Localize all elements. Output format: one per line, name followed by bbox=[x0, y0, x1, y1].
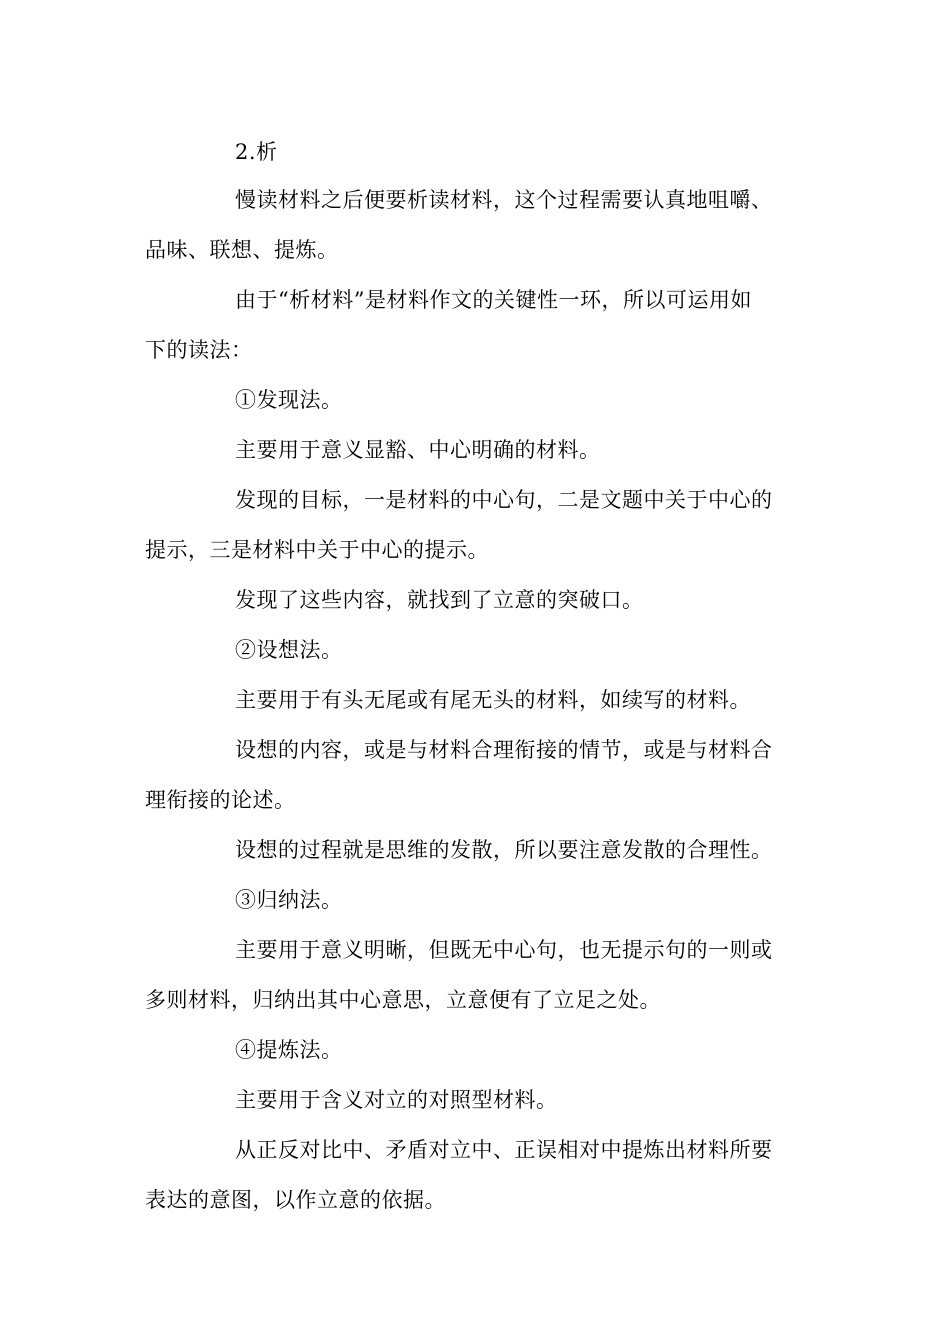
paragraph-line: 理衔接的论述。 bbox=[145, 788, 296, 812]
method-heading: ④提炼法。 bbox=[235, 1038, 343, 1062]
method-heading: ③归纳法。 bbox=[235, 888, 343, 912]
paragraph-line: 下的读法： bbox=[145, 338, 253, 362]
paragraph-line: 主要用于有头无尾或有尾无头的材料，如续写的材料。 bbox=[235, 688, 751, 712]
paragraph-line: 主要用于意义明晰，但既无中心句，也无提示句的一则或 bbox=[235, 938, 773, 962]
paragraph-line: 多则材料，归纳出其中心意思，立意便有了立足之处。 bbox=[145, 988, 661, 1012]
paragraph-line: 表达的意图，以作立意的依据。 bbox=[145, 1188, 446, 1212]
paragraph-line: 发现的目标，一是材料的中心句，二是文题中关于中心的 bbox=[235, 488, 773, 512]
paragraph-line: 主要用于意义显豁、中心明确的材料。 bbox=[235, 438, 601, 462]
paragraph-line: 发现了这些内容，就找到了立意的突破口。 bbox=[235, 588, 644, 612]
paragraph-line: 设想的过程就是思维的发散，所以要注意发散的合理性。 bbox=[235, 838, 773, 862]
paragraph-line: 设想的内容，或是与材料合理衔接的情节，或是与材料合 bbox=[235, 738, 773, 762]
method-heading: ①发现法。 bbox=[235, 388, 343, 412]
paragraph-line: 主要用于含义对立的对照型材料。 bbox=[235, 1088, 558, 1112]
paragraph-line: 由于“析材料”是材料作文的关键性一环，所以可运用如 bbox=[235, 288, 752, 312]
paragraph-line: 从正反对比中、矛盾对立中、正误相对中提炼出材料所要 bbox=[235, 1138, 773, 1162]
paragraph-line: 慢读材料之后便要析读材料，这个过程需要认真地咀嚼、 bbox=[235, 188, 773, 212]
paragraph-line: 提示，三是材料中关于中心的提示。 bbox=[145, 538, 489, 562]
section-heading: 2.析 bbox=[235, 140, 278, 164]
method-heading: ②设想法。 bbox=[235, 638, 343, 662]
paragraph-line: 品味、联想、提炼。 bbox=[145, 238, 339, 262]
